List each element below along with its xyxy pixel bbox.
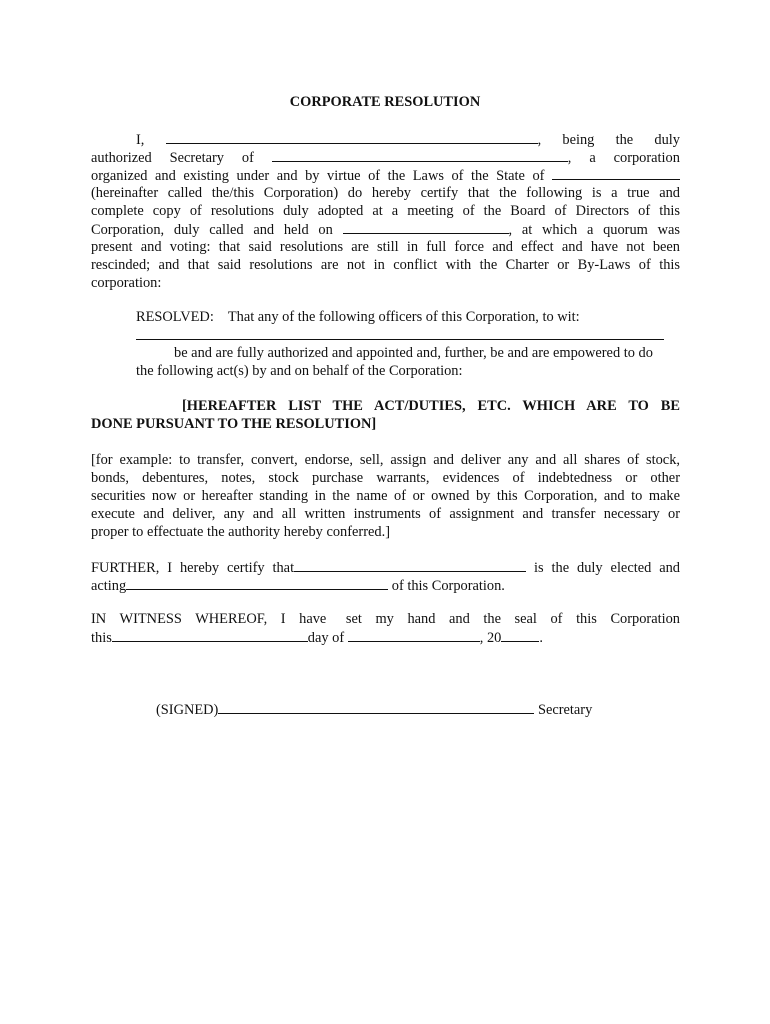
secretary-name-field[interactable]: [166, 130, 538, 144]
signature-line: [156, 700, 680, 718]
further-line-1: FURTHER, I hereby certify that is the duly elected and: [91, 560, 680, 576]
intro-line-5: complete copy of resolutions duly adopted at a meeting of the Board of Directors of this: [91, 203, 680, 219]
resolved-label: RESOLVED:: [136, 309, 214, 325]
state-field[interactable]: [552, 166, 680, 180]
intro-line-8: rescinded; and that said resolutions are not in conflict with the Charter or By-Laws of this: [91, 257, 680, 273]
intro-line-9: corporation:: [91, 275, 162, 291]
signature-field[interactable]: [218, 700, 534, 714]
intro-line-4: (hereinafter called the/this Corporation) do hereby certify that the following is a true and: [91, 185, 680, 201]
intro-line-7: present and voting: that said resolutions are still in full force and effect and have not been: [91, 239, 680, 255]
example-line-5: proper to effectuate the authority hereby conferred.]: [91, 524, 390, 540]
resolved-line-3: be and are fully authorized and appointed and, further, be and are empowered to do: [174, 345, 653, 361]
example-line-3: securities now or hereafter standing in the name of or owned by this Corporation, and to make: [91, 488, 680, 504]
witness-line-2: this day of , 20 .: [91, 630, 543, 646]
example-line-4: execute and deliver, any and all written instruments of assignment and transfer necessary or: [91, 506, 680, 522]
officers-line: [136, 326, 680, 344]
intro-line-3: organized and existing under and by virtue of the Laws of the State of: [91, 166, 680, 184]
meeting-date-field[interactable]: [343, 220, 509, 234]
hereafter-line-2: DONE PURSUANT TO THE RESOLUTION]: [91, 416, 377, 432]
resolved-line: RESOLVED: That any of the following officers of this Corporation, to wit:: [136, 309, 580, 325]
officers-field[interactable]: [136, 326, 664, 340]
year-field[interactable]: [501, 628, 539, 642]
witness-line-1: IN WITNESS WHEREOF, I have set my hand and the seal of this Corporation: [91, 611, 680, 627]
intro-line-2: authorized Secretary of , a corporation: [91, 150, 680, 166]
officer-title-field[interactable]: [126, 576, 388, 590]
day-field[interactable]: [112, 628, 308, 642]
resolved-line-4: the following act(s) by and on behalf of the Corporation:: [136, 363, 463, 379]
further-line-2: acting of this Corporation.: [91, 578, 505, 594]
secretary-label: Secretary: [537, 702, 593, 718]
month-field[interactable]: [348, 628, 480, 642]
document-title: CORPORATE RESOLUTION: [289, 94, 481, 110]
intro-line-1: I, , being the duly: [136, 132, 680, 148]
signed-label: (SIGNED): [156, 702, 219, 718]
corporation-name-field[interactable]: [272, 148, 568, 162]
intro-line-6: Corporation, duly called and held on , at which a quorum was: [91, 222, 680, 238]
example-line-1: [for example: to transfer, convert, endorse, sell, assign and deliver any and all shares of stock,: [91, 452, 680, 468]
hereafter-line-1: [HEREAFTER LIST THE ACT/DUTIES, ETC. WHICH ARE TO BE: [182, 398, 680, 414]
example-line-2: bonds, debentures, notes, stock purchase warrants, evidences of indebtedness or other: [91, 470, 680, 486]
officer-name-field[interactable]: [294, 558, 526, 572]
